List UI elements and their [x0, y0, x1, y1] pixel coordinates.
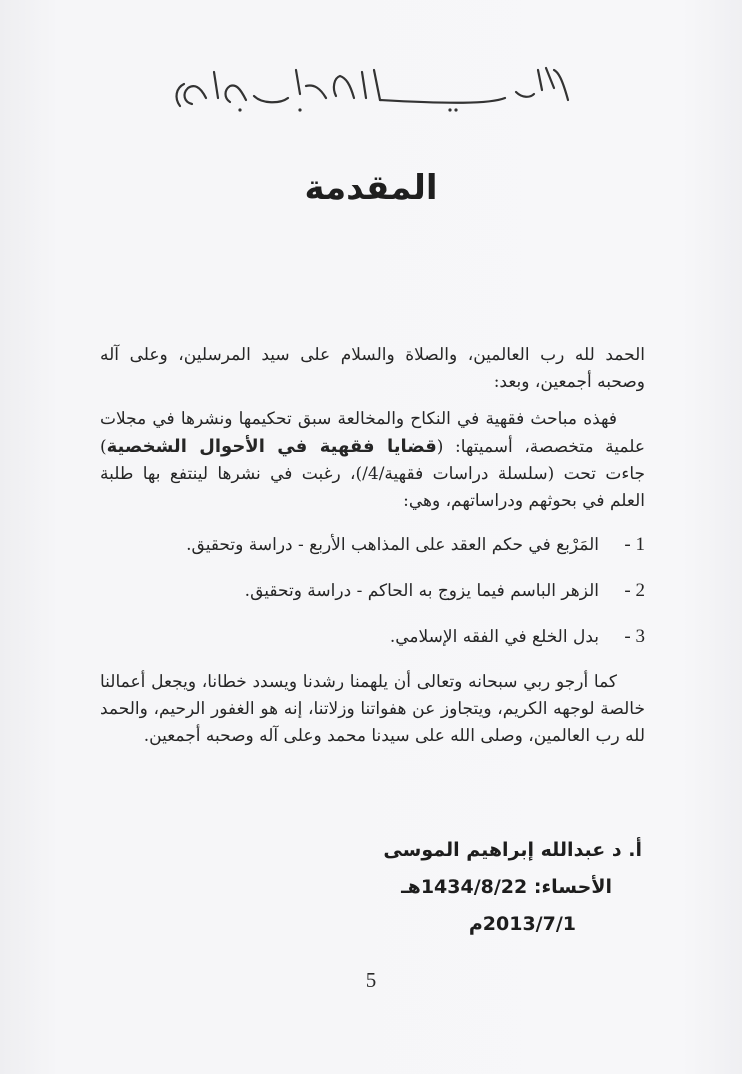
intro-text-part2: ) جاءت تحت (سلسلة دراسات فقهية/4/)، رغبت في نشرها لينتفع بها طلبة العلم في بحوثهم ودراساتهم، وهي: [100, 437, 646, 511]
basmala-calligraphy-drawing [150, 58, 590, 118]
list-item [100, 623, 645, 651]
book-title: قضايا فقهية في الأحوال الشخصية [106, 436, 437, 457]
page-number: 5 [365, 968, 377, 992]
intro-paragraph [100, 406, 645, 515]
papers-list [100, 531, 645, 651]
closing-paragraph: كما أرجو ربي سبحانه وتعالى أن يلهمنا رشدنا ويسدد خطانا، ويجعل أعمالنا خالصة لوجهه الكريم، ويتجاوز عن هفواتنا وزلاتنا، إنه هو الغفور الرحيم، والحمد لله رب العالمين، وصلى الله على سيدنا محمد وعلى آله وصحبه أجمعين. [100, 672, 645, 746]
list-item-number: 3 - [624, 626, 645, 647]
basmala-calligraphy [150, 58, 590, 118]
gregorian-date: 2013/7/1م [468, 913, 576, 935]
list-item-number: 2 - [624, 580, 645, 601]
author-name: أ. د عبدالله إبراهيم الموسى [383, 839, 642, 861]
document-body [100, 342, 645, 760]
opening-paragraph: الحمد لله رب العالمين، والصلاة والسلام على سيد المرسلين، وعلى آله وصحبه أجمعين، وبعد: [100, 345, 645, 392]
list-item-text: بدل الخلع في الفقه الإسلامي. [389, 627, 599, 647]
list-item-number: 1 - [624, 534, 645, 555]
place-and-hijri-date: الأحساء: 1434/8/22هـ [401, 876, 612, 898]
signature-block [383, 832, 642, 943]
list-item-text: الزهر الباسم فيما يزوج به الحاكم - دراسة وتحقيق. [244, 581, 599, 601]
intro-text-part1: فهذه مباحث فقهية في النكاح والمخالعة سبق تحكيمها ونشرها في مجلات علمية متخصصة، أسميتها: ( [100, 409, 645, 457]
list-item [100, 531, 645, 559]
list-item-text: المَرْبع في حكم العقد على المذاهب الأربع - دراسة وتحقيق. [186, 535, 599, 555]
list-item [100, 577, 645, 605]
page-title: المقدمة [304, 168, 438, 208]
